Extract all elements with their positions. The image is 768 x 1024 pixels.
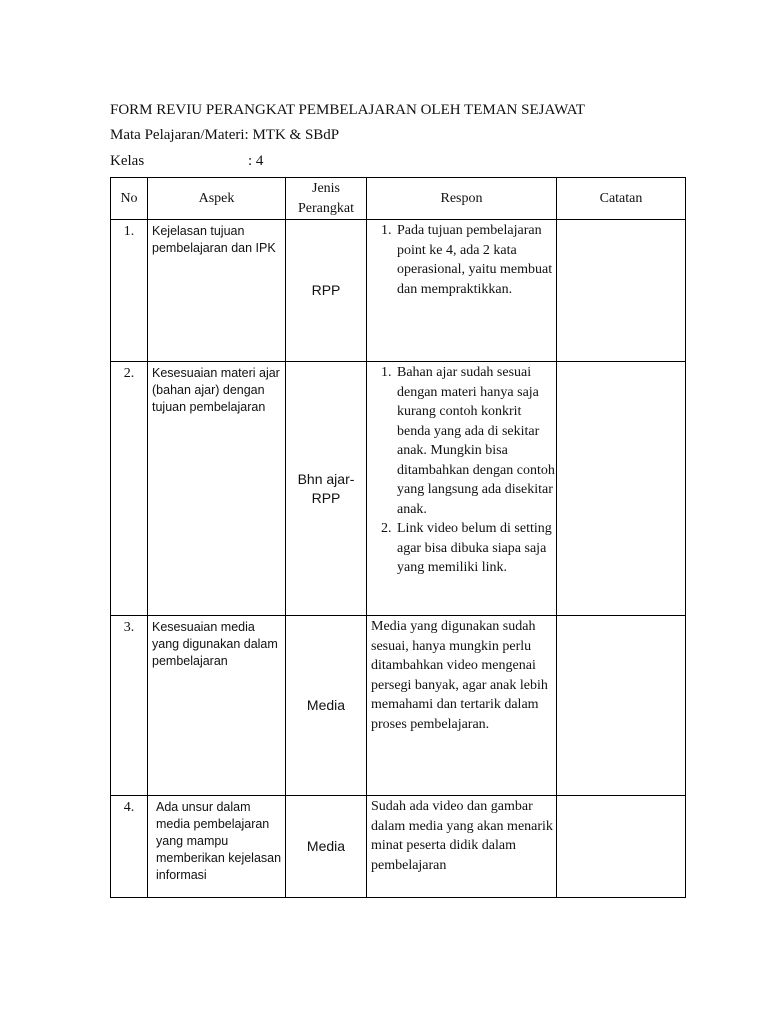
header-respon: Respon <box>367 178 557 220</box>
row-jenis: Bhn ajar-RPP <box>286 362 367 616</box>
respon-list <box>371 363 556 578</box>
header-aspek: Aspek <box>148 178 286 220</box>
header-no: No <box>111 178 148 220</box>
row-catatan <box>557 616 686 796</box>
row-catatan <box>557 220 686 362</box>
row-jenis: Media <box>286 796 367 898</box>
table-row <box>111 616 686 796</box>
header-catatan: Catatan <box>557 178 686 220</box>
row-number: 3. <box>111 616 148 796</box>
row-jenis: RPP <box>286 220 367 362</box>
respon-text: Sudah ada video dan gambar dalam media yang akan menarik minat peserta didik dalam pembelajaran <box>371 799 553 873</box>
row-jenis: Media <box>286 616 367 796</box>
header-jenis-line1: Jenis <box>312 180 340 196</box>
table-row <box>111 362 686 616</box>
row-aspek: Kesesuaian materi ajar (bahan ajar) dengan tujuan pembelajaran <box>148 362 286 616</box>
table-row <box>111 796 686 898</box>
subject-line: Mata Pelajaran/Materi: MTK & SBdP <box>110 127 340 143</box>
respon-item: 1. Bahan ajar sudah sesuai dengan materi hanya saja kurang contoh konkrit benda yang ada di sekitar anak. Mungkin bisa ditambahkan dengan contoh yang langsung ada disekitar anak. <box>395 363 556 519</box>
header-jenis-perangkat <box>286 178 367 220</box>
row-aspek: Kejelasan tujuan pembelajaran dan IPK <box>148 220 286 362</box>
row-respon <box>367 362 557 616</box>
table-header-row <box>111 178 686 220</box>
table-row <box>111 220 686 362</box>
row-aspek: Kesesuaian media yang digunakan dalam pembelajaran <box>148 616 286 796</box>
kelas-value: : 4 <box>248 153 264 169</box>
row-catatan <box>557 362 686 616</box>
respon-text: Media yang digunakan sudah sesuai, hanya mungkin perlu ditambahkan video mengenai persegi banyak, agar anak lebih memahami dan tertarik dalam proses pembelajaran. <box>371 619 548 732</box>
form-title: FORM REVIU PERANGKAT PEMBELAJARAN OLEH TEMAN SEJAWAT <box>110 102 585 118</box>
row-number: 4. <box>111 796 148 898</box>
review-table <box>110 177 686 898</box>
respon-list <box>371 221 556 299</box>
header-jenis-line2: Perangkat <box>298 200 354 216</box>
respon-item: 2. Link video belum di setting agar bisa dibuka siapa saja yang memiliki link. <box>395 519 556 578</box>
row-respon <box>367 796 557 898</box>
row-number: 2. <box>111 362 148 616</box>
row-number: 1. <box>111 220 148 362</box>
row-catatan <box>557 796 686 898</box>
respon-item: 1. Pada tujuan pembelajaran point ke 4, ada 2 kata operasional, yaitu membuat dan mempraktikkan. <box>395 221 556 299</box>
row-respon <box>367 220 557 362</box>
row-aspek: Ada unsur dalam media pembelajaran yang mampu memberikan kejelasan informasi <box>148 796 286 898</box>
kelas-label: Kelas <box>110 153 145 169</box>
row-respon <box>367 616 557 796</box>
